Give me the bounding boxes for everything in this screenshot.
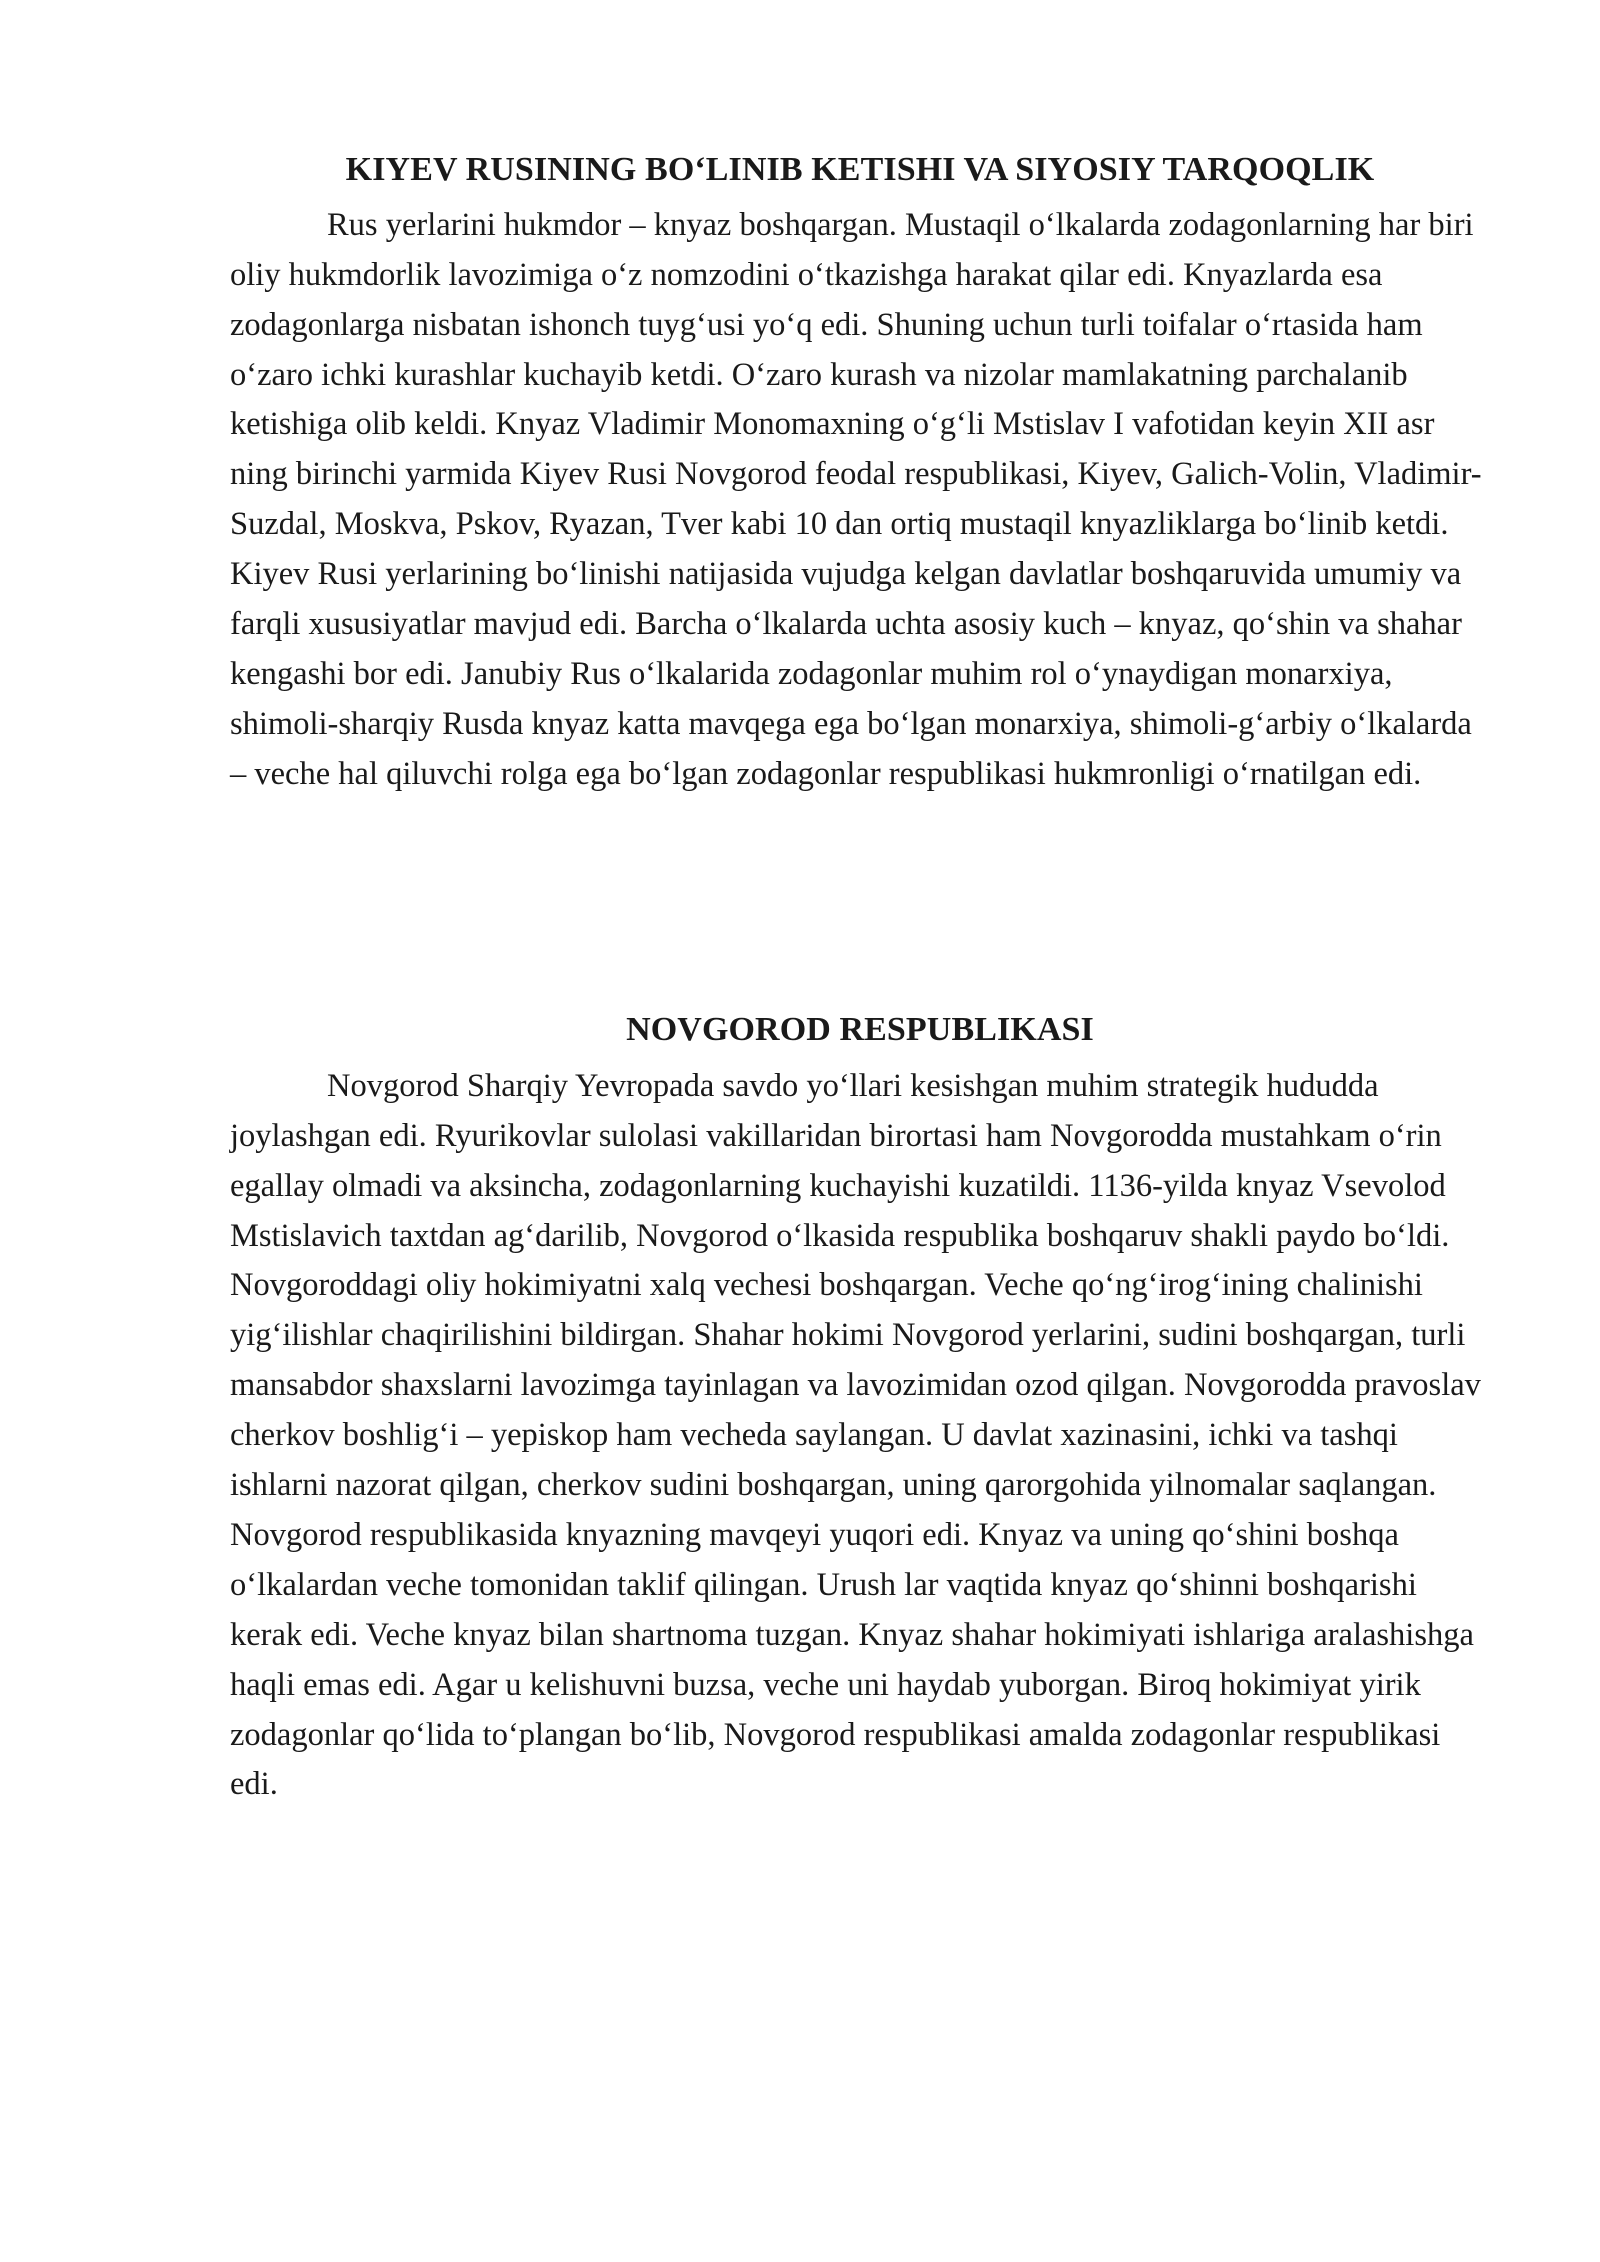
section-kiev-rus (230, 150, 1490, 800)
section-heading: NOVGOROD RESPUBLIKASI (626, 1011, 1094, 1048)
section-paragraph: Rus yerlarini hukmdor – knyaz boshqargan. Mustaqil o‘lkalarda zodagonlarning har biri oliy hukmdorlik lavozimiga o‘z nomzodini o‘tkazishga harakat qilar edi. Knyazlarda esa zodagonlarga nisbatan ishonch tuyg‘usi yo‘q edi. Shuning uchun turli toifalar o‘rtasida ham o‘zaro ichki kurashlar kuchayib ketdi. O‘zaro kurash va nizolar mamlakatning parchalanib ketishiga olib keldi. Knyaz Vladimir Monomaxning o‘g‘li Mstislav I vafotidan keyin XII asr ning birinchi yarmida Kiyev Rusi Novgorod feodal respublikasi, Kiyev, Galich-Volin, Vladimir-Suzdal, Moskva, Pskov, Ryazan, Tver kabi 10 dan ortiq mustaqil knyazliklarga bo‘linib ketdi. Kiyev Rusi yerlarining bo‘linishi natijasida vujudga kelgan davlatlar boshqaruvida umumiy va farqli xususiyatlar mavjud edi. Barcha o‘lkalarda uchta asosiy kuch – knyaz, qo‘shin va shahar kengashi bor edi. Janubiy Rus o‘lkalarida zodagonlar muhim rol o‘ynaydigan monarxiya, shimoli-sharqiy Rusda knyaz katta mavqega ega bo‘lgan monarxiya, shimoli-g‘arbiy o‘lkalarda – veche hal qiluvchi rolga ega bo‘lgan zodagonlar respublikasi hukmronligi o‘rnatilgan edi. (230, 206, 1482, 792)
section-heading: KIYEV RUSINING BO‘LINIB KETISHI VA SIYOSIY TARQOQLIK (345, 151, 1375, 188)
section-paragraph: Novgorod Sharqiy Yevropada savdo yo‘llari kesishgan muhim strategik hududda joylashgan edi. Ryurikovlar sulolasi vakillaridan birortasi ham Novgorodda mustahkam o‘rin egallay olmadi va aksincha, zodagonlarning kuchayishi kuzatildi. 1136-yilda knyaz Vsevolod Mstislavich taxtdan ag‘darilib, Novgorod o‘lkasida respublika boshqaruv shakli paydo bo‘ldi. Novgoroddagi oliy hokimiyatni xalq vechesi boshqargan. Veche qo‘ng‘irog‘ining chalinishi yig‘ilishlar chaqirilishini bildirgan. Shahar hokimi Novgorod yerlarini, sudini boshqargan, turli mansabdor shaxslarni lavozimga tayinlagan va lavozimidan ozod qilgan. Novgorodda pravoslav cherkov boshlig‘i – yepiskop ham vecheda saylangan. U davlat xazinasini, ichki va tashqi ishlarni nazorat qilgan, cherkov sudini boshqargan, uning qarorgohida yilnomalar saqlangan. Novgorod respublikasida knyazning mavqeyi yuqori edi. Knyaz va uning qo‘shini boshqa o‘lkalardan veche tomonidan taklif qilingan. Urush lar vaqtida knyaz qo‘shinni boshqarishi kerak edi. Veche knyaz bilan shartnoma tuzgan. Knyaz shahar hokimiyati ishlariga aralashishga haqli emas edi. Agar u kelishuvni buzsa, veche uni haydab yuborgan. Biroq hokimiyat yirik zodagonlar qo‘lida to‘plangan bo‘lib, Novgorod respublikasi amalda zodagonlar respublikasi edi. (230, 1067, 1481, 1803)
section-novgorod-republic (230, 1010, 1490, 1810)
